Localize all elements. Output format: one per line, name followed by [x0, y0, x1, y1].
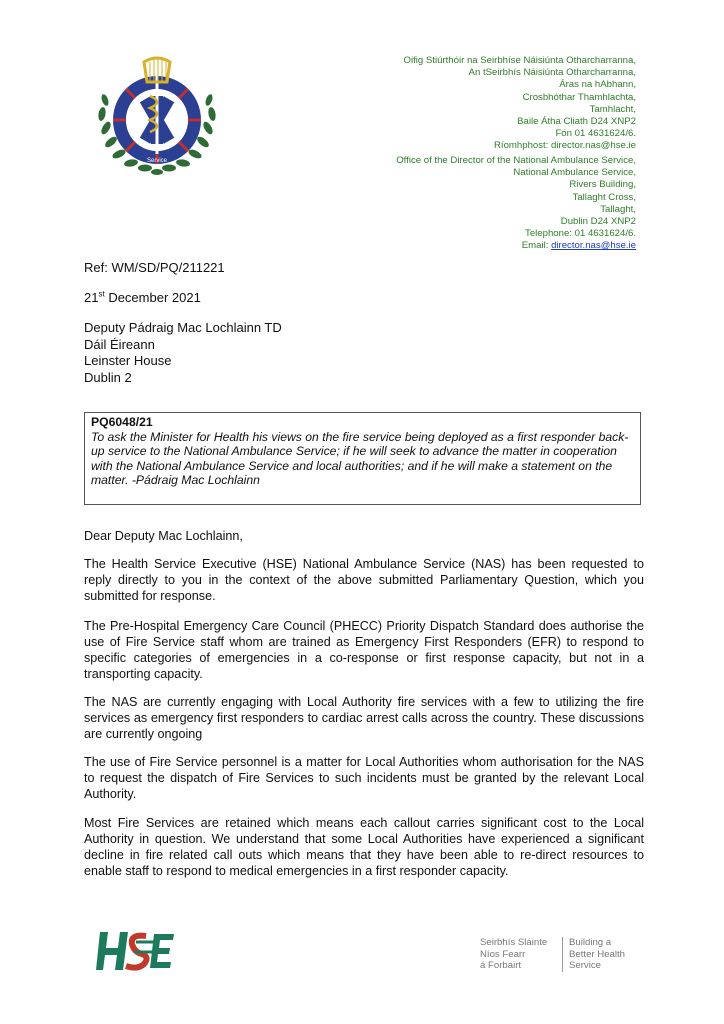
recipient-line: Deputy Pádraig Mac Lochlainn TD — [84, 320, 282, 335]
address-line: National Ambulance Service, — [513, 167, 636, 179]
tagline-line: Building a — [569, 937, 612, 948]
parliamentary-question-box — [84, 412, 641, 505]
irish-address-block — [404, 55, 637, 153]
address-line: Dublin D24 XNP2 — [560, 216, 636, 228]
recipient-line: Leinster House — [84, 353, 172, 368]
address-line: Tallaght, — [600, 203, 636, 215]
email-label: Email: — [521, 240, 552, 252]
english-address-block — [396, 155, 636, 253]
tagline-line: Níos Fearr — [480, 948, 526, 960]
address-line: Baile Átha Cliath D24 XNP2 — [517, 116, 636, 128]
address-line: Rivers Building, — [569, 179, 636, 191]
tagline-line: Seirbhís Sláinte — [480, 937, 548, 948]
body-paragraph: The use of Fire Service personnel is a matter for Local Authorities whom authorisation for the NAS to request the dispatch of Fire Services to such incidents must be granted by the relevant Local Authority. — [84, 755, 644, 801]
body-paragraph: The Pre-Hospital Emergency Care Council (PHECC) Priority Dispatch Standard does authorise the use of Fire Service staff whom are trained as Emergency First Responders (EFR) to respond to specific categories of emergencies in a co-response or first response capacity, but not in a transporting capacity. — [84, 619, 644, 681]
date-suffix: st — [98, 289, 105, 299]
date-day: 21 — [84, 290, 99, 305]
address-line: Oifig Stiúrthóir na Seirbhíse Náisiúnta Otharcharranna, — [403, 55, 636, 66]
pq-number: PQ6048/21 — [91, 415, 153, 429]
address-line: An tSeirbhís Náisiúnta Otharcharranna, — [468, 67, 636, 79]
irish-tagline — [480, 937, 547, 972]
address-line: Tallaght Cross, — [572, 191, 636, 203]
address-line: Office of the Director of the National Ambulance Service, — [396, 155, 636, 166]
body-paragraph: The Health Service Executive (HSE) National Ambulance Service (NAS) has been requested to reply directly to you in the context of the above submitted Parliamentary Question, which you submitted for response. — [84, 557, 644, 603]
recipient-line: Dáil Éireann — [84, 336, 155, 352]
nas-crest-logo — [92, 56, 222, 184]
salutation: Dear Deputy Mac Lochlainn, — [84, 529, 243, 543]
address-line: Tamhlacht, — [589, 103, 636, 115]
tagline-line: á Forbairt — [480, 960, 522, 972]
letter-date — [84, 290, 644, 306]
date-rest: December 2021 — [104, 290, 201, 305]
tagline-line: Service — [569, 960, 601, 972]
address-line: Ríomhphost: director.nas@hse.ie — [494, 140, 636, 152]
recipient-address — [84, 320, 644, 386]
address-line: Crosbhóthar Thamhlachta, — [522, 91, 636, 103]
body-paragraph: Most Fire Services are retained which means each callout carries significant cost to the Local Authority in question. We understand that some Local Authorities have experienced a significant decline in fire related call outs which means that they have been able to re-direct resources to enable staff to respond to medical emergencies in a first responder capacity. — [84, 816, 644, 878]
address-line: Fón 01 4631624/6. — [555, 128, 636, 140]
reference-number: Ref: WM/SD/PQ/211221 — [84, 260, 225, 275]
email-link[interactable]: director.nas@hse.ie — [551, 240, 636, 252]
address-line: Telephone: 01 4631624/6. — [525, 228, 636, 240]
body-paragraph: The NAS are currently engaging with Local Authority fire services with a few to utilizing the fire services as emergency first responders to cardiac arrest calls across the country. These discussions are currently ongoing — [84, 695, 644, 741]
address-line: Áras na hAbhann, — [559, 79, 636, 91]
email-line — [396, 240, 636, 252]
svg-text:Service: Service — [146, 158, 168, 164]
tagline-line: Better Health — [569, 948, 625, 960]
pq-text: To ask the Minister for Health his views on the fire service being deployed as a first responder back-up service to the National Ambulance Service; if he will seek to advance the matter in cooperation with the National Ambulance Service and local authorities; and if he will make a statement on the matter. -Pádraig Mac Lochlainn — [91, 429, 629, 488]
hse-logo — [96, 928, 176, 974]
english-tagline — [562, 937, 625, 972]
recipient-line: Dublin 2 — [84, 369, 132, 385]
